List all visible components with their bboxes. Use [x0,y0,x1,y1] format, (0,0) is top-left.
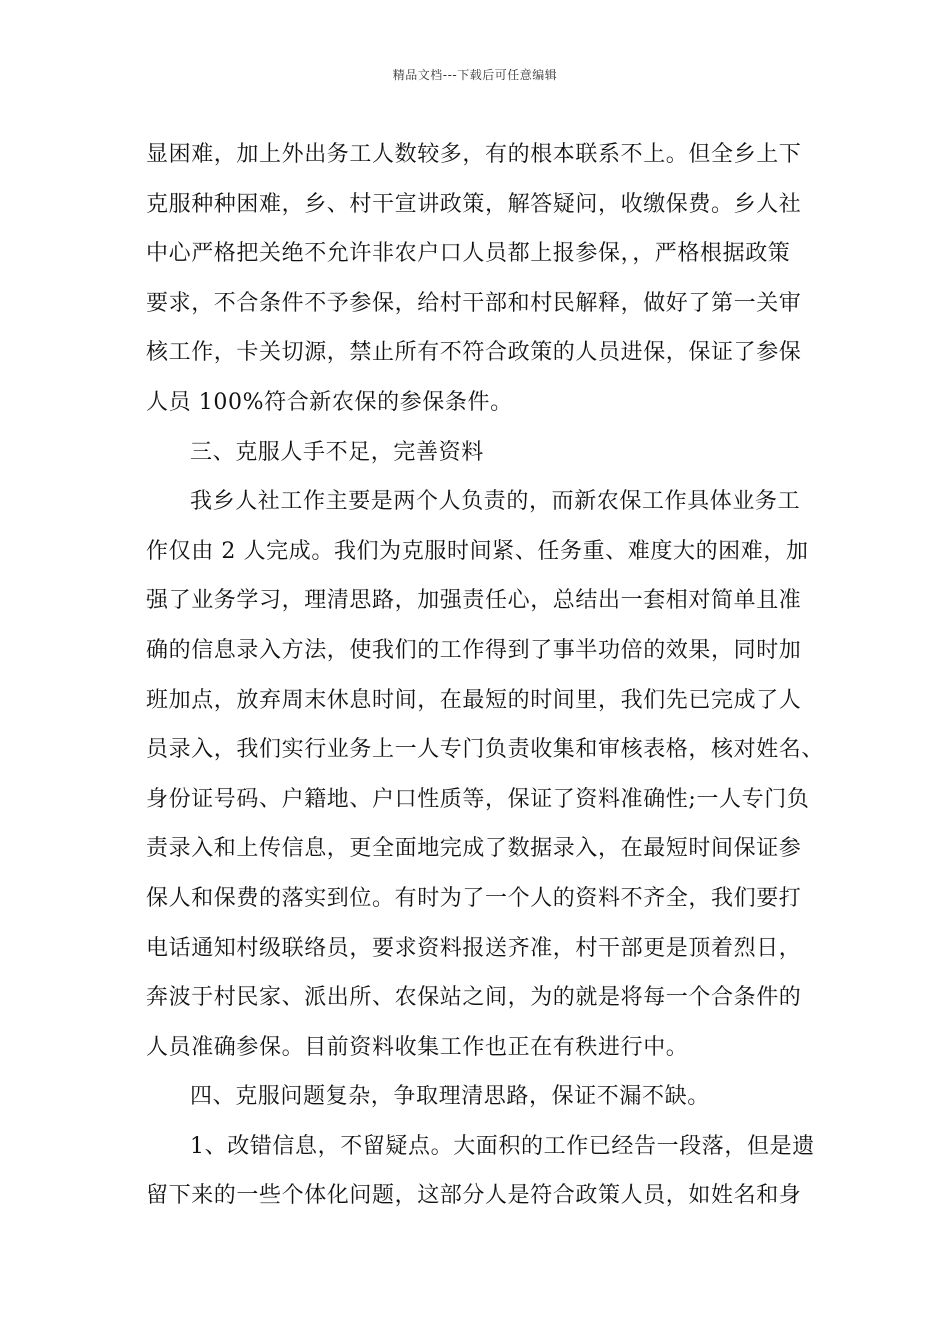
paragraph-line: 奔波于村民家、派出所、农保站之间，为的就是将每一个合条件的 [146,985,802,1011]
paragraph-line: 责录入和上传信息，更全面地完成了数据录入，在最短时间保证参 [146,836,802,862]
paragraph-line: 人员 100%符合新农保的参保条件。 [146,389,513,415]
paragraph-line: 要求，不合条件不予参保，给村干部和村民解释，做好了第一关审 [146,290,802,316]
paragraph-line: 中心严格把关绝不允许非农户口人员都上报参保，，严格根据政策 [146,241,791,267]
paragraph-line: 作仅由 2 人完成。我们为克服时间紧、任务重、难度大的困难，加 [146,538,809,564]
paragraph-line: 确的信息录入方法，使我们的工作得到了事半功倍的效果，同时加 [146,637,802,663]
paragraph-line: 1、改错信息，不留疑点。大面积的工作已经告一段落，但是遗 [190,1133,815,1159]
section-heading: 四、克服问题复杂，争取理清思路，保证不漏不缺。 [190,1084,710,1110]
document-body [146,130,826,1221]
paragraph-line: 电话通知村级联络员，要求资料报送齐准，村干部更是顶着烈日， [146,935,802,961]
paragraph-line: 班加点，放弃周末休息时间，在最短的时间里，我们先已完成了人 [146,687,802,713]
paragraph-line: 核工作，卡关切源，禁止所有不符合政策的人员进保，保证了参保 [146,340,802,366]
paragraph-line: 保人和保费的落实到位。有时为了一个人的资料不齐全，我们要打 [146,885,802,911]
paragraph-line: 人员准确参保。目前资料收集工作也正在有秩进行中。 [146,1034,689,1060]
paragraph-line: 员录入，我们实行业务上一人专门负责收集和审核表格，核对姓名、 [146,737,825,763]
section-heading: 三、克服人手不足，完善资料 [190,439,484,465]
paragraph-line: 身份证号码、户籍地、户口性质等，保证了资料准确性;一人专门负 [146,786,810,812]
paragraph-line: 强了业务学习，理清思路，加强责任心，总结出一套相对简单且准 [146,588,802,614]
paragraph-line: 留下来的一些个体化问题，这部分人是符合政策人员，如姓名和身 [146,1183,802,1209]
paragraph-line: 克服种种困难，乡、村干宣讲政策，解答疑问，收缴保费。乡人社 [146,191,802,217]
page-header: 精品文档---下载后可任意编辑 [392,68,558,82]
paragraph-line: 显困难，加上外出务工人数较多，有的根本联系不上。但全乡上下 [146,142,802,167]
paragraph-line: 我乡人社工作主要是两个人负责的，而新农保工作具体业务工 [190,489,801,515]
